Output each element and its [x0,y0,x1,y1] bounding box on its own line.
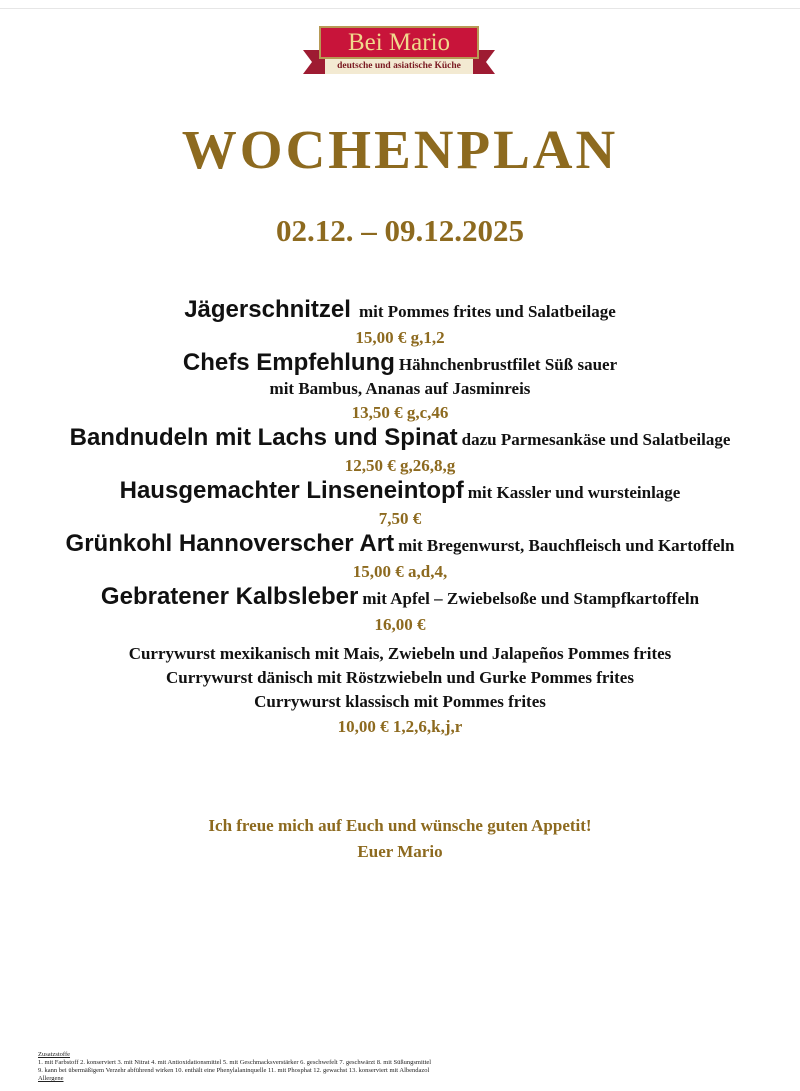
dish-price: 16,00 € [374,615,426,634]
dish-name: Jägerschnitzel [184,296,351,323]
dish-price: 7,50 € [378,509,422,528]
zusatzstoffe-line: 9. kann bei übermäßigem Verzehr abführend wirken 10. enthält eine Phenylalaninquelle 11. mit Phosphat 12. gewachst 13. konserviert mit Albendazol [38,1067,430,1074]
dish-description: mit Kassler und wursteinlage [467,483,681,502]
date-range: 02.12. – 09.12.2025 [276,213,524,248]
dish-description: mit Bregenwurst, Bauchfleisch und Kartoffeln [398,536,735,555]
currywurst-price: 10,00 € 1,2,6,k,j,r [337,717,463,736]
dish-description: Hähnchenbrustfilet Süß sauer [398,355,618,374]
currywurst-item: Currywurst klassisch mit Pommes frites [254,692,546,711]
dish-jaegerschnitzel [0,297,800,325]
logo [303,26,495,76]
currywurst-item: Currywurst mexikanisch mit Mais, Zwiebeln und Jalapeños Pommes frites [128,644,672,663]
footnotes [38,1051,758,1083]
logo-subtitle: deutsche und asiatische Küche [325,59,473,74]
dish-price: 13,50 € g,c,46 [351,403,449,422]
top-divider [0,8,800,9]
dish-kalbsleber [0,584,800,612]
dish-name: Gebratener Kalbsleber [100,583,359,610]
menu-list [0,297,800,637]
allergene-heading: Allergene [38,1075,64,1082]
dish-description: mit Apfel – Zwiebelsoße und Stampfkartoffeln [362,589,700,608]
dish-price: 15,00 € a,d,4, [352,562,448,581]
currywurst-item: Currywurst dänisch mit Röstzwiebeln und Gurke Pommes frites [166,668,634,687]
zusatzstoffe-line: 1. mit Farbstoff 2. konserviert 3. mit Nitrat 4. mit Antioxidationsmittel 5. mit Geschmacksverstärker 6. geschwefelt 7. geschwärzt 8. mit Süßungsmittel [38,1059,432,1066]
dish-chefs-empfehlung [0,350,800,400]
dish-description-extra: mit Bambus, Ananas auf Jasminreis [269,379,531,398]
closing-line: Ich freue mich auf Euch und wünsche guten Appetit! [208,816,592,835]
dish-bandnudeln [0,425,800,453]
zusatzstoffe-heading: Zusatzstoffe [38,1051,71,1058]
dish-name: Bandnudeln mit Lachs und Spinat [69,424,458,451]
dish-linseneintopf [0,478,800,506]
dish-name: Chefs Empfehlung [182,349,395,376]
closing-signature: Euer Mario [357,842,443,861]
closing-message [0,813,800,865]
dish-description: mit Pommes frites und Salatbeilage [358,302,616,321]
dish-gruenkohl [0,531,800,559]
dish-name: Grünkohl Hannoverscher Art [65,530,395,557]
dish-name: Hausgemachter Linseneintopf [119,477,464,504]
dish-price: 15,00 € g,1,2 [355,328,445,347]
dish-price: 12,50 € g,26,8,g [344,456,456,475]
logo-name: Bei Mario [319,26,479,59]
currywurst-section [0,642,800,739]
page-title: WOCHENPLAN [181,119,619,180]
dish-description: dazu Parmesankäse und Salatbeilage [461,430,731,449]
